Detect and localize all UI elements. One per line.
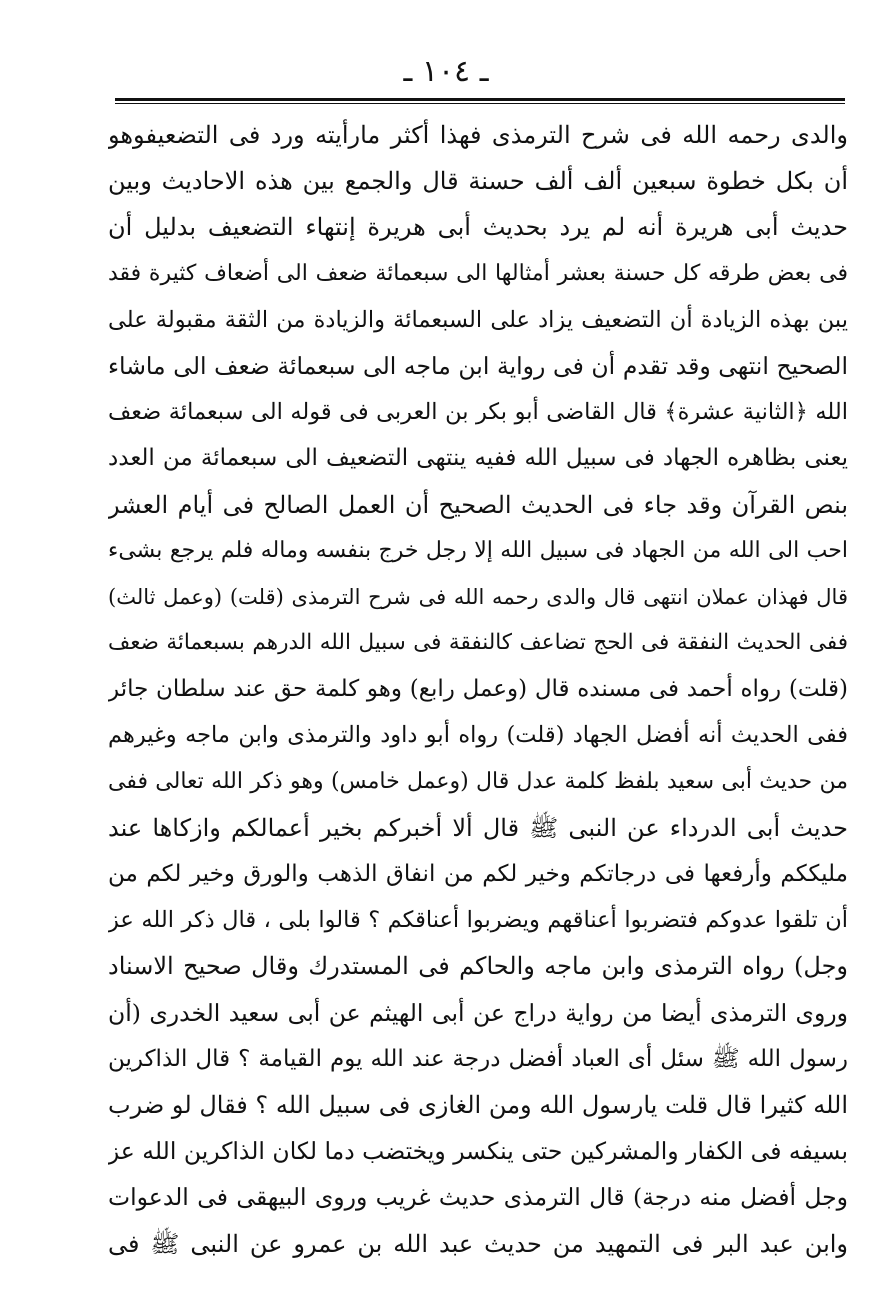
text-body — [108, 112, 848, 1267]
text-line: يعنى بظاهره الجهاد فى سبيل الله ففيه ينتهى التضعيف الى سبعمائة من العدد — [108, 445, 848, 472]
text-line: مليككم وأرفعها فى درجاتكم وخير لكم من انفاق الذهب والورق وخير لكم من — [108, 861, 848, 887]
text-line: والدى رحمه الله فى شرح الترمذى فهذا أكثر مارأيته ورد فى التضعيفوهو — [108, 121, 848, 149]
text-line: رسول الله ﷺ سئل أى العباد أفضل درجة عند الله يوم القيامة ؟ قال الذاكرين — [108, 1045, 848, 1072]
text-line: حديث أبى هريرة أنه لم يرد بحديث أبى هريرة إنتهاء التضعيف بدليل أن — [108, 213, 848, 242]
text-line: يبن بهذه الزيادة أن التضعيف يزاد على السبعمائة والزيادة من الثقة مقبولة على — [108, 306, 848, 333]
text-line: الصحيح انتهى وقد تقدم أن فى رواية ابن ماجه الى سبعمائة ضعف الى ماشاء — [108, 351, 848, 380]
text-line: ففى الحديث النفقة فى الحج تضاعف كالنفقة فى سبيل الله الدرهم بسبعمائة ضعف — [108, 630, 848, 656]
text-line: فى بعض طرقه كل حسنة بعشر أمثالها الى سبعمائة ضعف الى أضعاف كثيرة فقد — [108, 260, 848, 286]
text-line: من حديث أبى سعيد بلفظ كلمة عدل قال (وعمل خامس) وهو ذكر الله تعالى ففى — [108, 768, 848, 794]
text-line: قال فهذان عملان انتهى قال والدى رحمه الله فى شرح الترمذى (قلت) (وعمل ثالث) — [108, 584, 848, 609]
page-number: ـ ١٠٤ ـ — [403, 54, 489, 89]
text-line: الله كثيرا قال قلت يارسول الله ومن الغازى فى سبيل الله ؟ فقال لو ضرب — [108, 1090, 848, 1119]
text-line: بنص القرآن وقد جاء فى الحديث الصحيح أن العمل الصالح فى أيام العشر — [108, 490, 848, 519]
text-line: الله ﴿الثانية عشرة﴾ قال القاضى أبو بكر بن العربى فى قوله الى سبعمائة ضعف — [108, 399, 848, 426]
text-line: أن تلقوا عدوكم فتضربوا أعناقهم ويضربوا أعناقكم ؟ قالوا بلى ، قال ذكر الله عز — [108, 907, 848, 934]
text-line: ففى الحديث أنه أفضل الجهاد (قلت) رواه أبو داود والترمذى وابن ماجه وغيرهم — [108, 722, 848, 749]
text-line: وابن عبد البر فى التمهيد من حديث عبد الله بن عمرو عن النبى ﷺ فى — [108, 1229, 848, 1258]
header-rule — [115, 98, 845, 101]
text-line: أن بكل خطوة سبعين ألف ألف حسنة قال والجمع بين هذه الاحاديث وبين — [108, 167, 848, 196]
text-line: (قلت) رواه أحمد فى مسنده قال (وعمل رابع) وهو كلمة حق عند سلطان جائر — [108, 676, 848, 703]
text-line: حديث أبى الدرداء عن النبى ﷺ قال ألا أخبركم بخير أعمالكم وازكاها عند — [108, 813, 848, 842]
text-line: وجل) رواه الترمذى وابن ماجه والحاكم فى المستدرك وقال صحيح الاسناد — [108, 952, 848, 981]
text-line: وجل أفضل منه درجة) قال الترمذى حديث غريب وروى البيهقى فى الدعوات — [108, 1183, 848, 1212]
header-rule-thin — [115, 103, 845, 104]
text-line: وروى الترمذى أيضا من رواية دراج عن أبى الهيثم عن أبى سعيد الخدرى (أن — [108, 998, 848, 1027]
text-line: بسيفه فى الكفار والمشركين حتى ينكسر ويختضب دما لكان الذاكرين الله عز — [108, 1137, 848, 1166]
text-line: احب الى الله من الجهاد فى سبيل الله إلا رجل خرج بنفسه وماله فلم يرجع بشىء — [108, 537, 848, 563]
